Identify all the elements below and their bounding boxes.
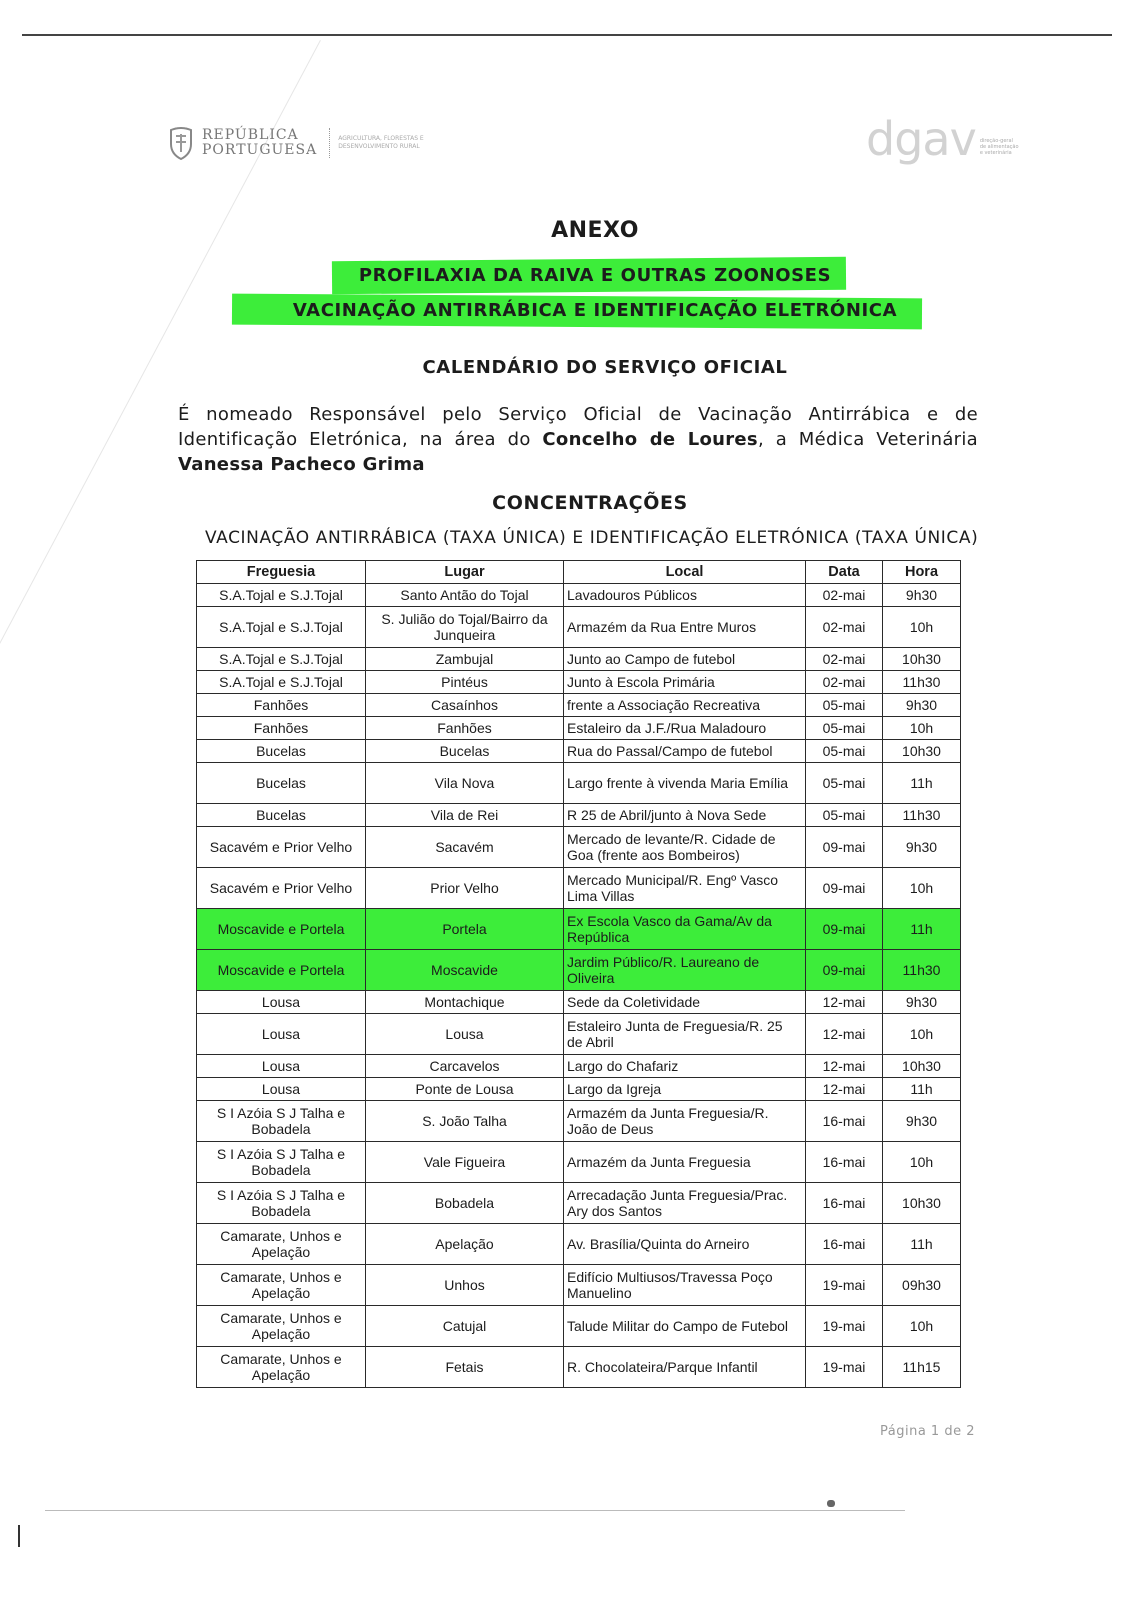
cell-lugar: Unhos <box>366 1265 564 1306</box>
cell-hora: 11h <box>883 1224 961 1265</box>
cell-hora: 11h <box>883 909 961 950</box>
table-row <box>197 1224 961 1265</box>
cell-local: Estaleiro da J.F./Rua Maladouro <box>564 717 806 740</box>
cell-data: 16-mai <box>806 1101 883 1142</box>
schedule-table <box>196 560 961 1388</box>
table-row <box>197 1347 961 1388</box>
cell-freguesia: Bucelas <box>197 763 366 804</box>
header-data: Data <box>806 561 883 584</box>
cell-hora: 11h30 <box>883 804 961 827</box>
cell-data: 09-mai <box>806 950 883 991</box>
cell-hora: 10h <box>883 868 961 909</box>
cell-data: 05-mai <box>806 740 883 763</box>
table-row <box>197 763 961 804</box>
cell-freguesia: Moscavide e Portela <box>197 909 366 950</box>
cell-data: 12-mai <box>806 1055 883 1078</box>
cell-freguesia: Camarate, Unhos e Apelação <box>197 1306 366 1347</box>
cell-data: 19-mai <box>806 1347 883 1388</box>
cell-lugar: Vila Nova <box>366 763 564 804</box>
cell-lugar: Apelação <box>366 1224 564 1265</box>
header-local: Local <box>564 561 806 584</box>
cell-lugar: Fanhões <box>366 717 564 740</box>
gov-logo-separator <box>329 128 330 158</box>
cell-hora: 10h <box>883 607 961 648</box>
cell-freguesia: S I Azóia S J Talha e Bobadela <box>197 1101 366 1142</box>
cell-data: 02-mai <box>806 671 883 694</box>
veterinarian-name: Vanessa Pacheco Grima <box>178 454 425 475</box>
cell-hora: 10h <box>883 717 961 740</box>
cell-data: 05-mai <box>806 763 883 804</box>
cell-data: 02-mai <box>806 584 883 607</box>
table-row <box>197 950 961 991</box>
subtitle-vacinacao: VACINAÇÃO ANTIRRÁBICA E IDENTIFICAÇÃO ELETRÓNICA <box>292 300 898 321</box>
gov-logo-line2: PORTUGUESA <box>202 142 318 158</box>
cell-data: 05-mai <box>806 804 883 827</box>
cell-hora: 9h30 <box>883 694 961 717</box>
cell-freguesia: Lousa <box>197 1014 366 1055</box>
cell-local: Jardim Público/R. Laureano de Oliveira <box>564 950 806 991</box>
appointment-paragraph <box>178 402 978 477</box>
cell-lugar: S. João Talha <box>366 1101 564 1142</box>
cell-data: 09-mai <box>806 868 883 909</box>
cell-local: Largo da Igreja <box>564 1078 806 1101</box>
cell-data: 16-mai <box>806 1224 883 1265</box>
table-row <box>197 1055 961 1078</box>
cell-data: 05-mai <box>806 717 883 740</box>
cell-freguesia: Camarate, Unhos e Apelação <box>197 1224 366 1265</box>
cell-lugar: Prior Velho <box>366 868 564 909</box>
cell-freguesia: Fanhões <box>197 717 366 740</box>
cell-freguesia: S I Azóia S J Talha e Bobadela <box>197 1142 366 1183</box>
scan-spot <box>827 1500 835 1507</box>
header-hora: Hora <box>883 561 961 584</box>
cell-local: frente a Associação Recreativa <box>564 694 806 717</box>
table-row <box>197 1265 961 1306</box>
cell-freguesia: Sacavém e Prior Velho <box>197 868 366 909</box>
cell-hora: 11h <box>883 763 961 804</box>
cell-lugar: Santo Antão do Tojal <box>366 584 564 607</box>
cell-data: 12-mai <box>806 991 883 1014</box>
cell-local: Talude Militar do Campo de Futebol <box>564 1306 806 1347</box>
cell-hora: 9h30 <box>883 584 961 607</box>
cell-local: Estaleiro Junta de Freguesia/R. 25 de Abril <box>564 1014 806 1055</box>
cell-freguesia: Sacavém e Prior Velho <box>197 827 366 868</box>
cell-lugar: Pintéus <box>366 671 564 694</box>
cell-freguesia: S.A.Tojal e S.J.Tojal <box>197 648 366 671</box>
cell-lugar: S. Julião do Tojal/Bairro da Junqueira <box>366 607 564 648</box>
table-row <box>197 1306 961 1347</box>
table-row <box>197 584 961 607</box>
cell-freguesia: S.A.Tojal e S.J.Tojal <box>197 607 366 648</box>
cell-lugar: Portela <box>366 909 564 950</box>
table-header-row <box>197 561 961 584</box>
cell-hora: 11h15 <box>883 1347 961 1388</box>
calendar-title: CALENDÁRIO DO SERVIÇO OFICIAL <box>422 357 788 378</box>
cell-local: Edifício Multiusos/Travessa Poço Manuelino <box>564 1265 806 1306</box>
table-row <box>197 740 961 763</box>
cell-hora: 10h30 <box>883 740 961 763</box>
gov-logo-line1: REPÚBLICA <box>202 127 299 143</box>
section-title: CONCENTRAÇÕES <box>492 492 688 514</box>
table-row <box>197 671 961 694</box>
table-title: VACINAÇÃO ANTIRRÁBICA (TAXA ÚNICA) E IDENTIFICAÇÃO ELETRÓNICA (TAXA ÚNICA) <box>205 528 979 548</box>
cell-freguesia: Lousa <box>197 1055 366 1078</box>
cell-freguesia: S I Azóia S J Talha e Bobadela <box>197 1183 366 1224</box>
top-rule <box>22 34 1112 36</box>
cell-freguesia: Lousa <box>197 1078 366 1101</box>
cell-local: R 25 de Abril/junto à Nova Sede <box>564 804 806 827</box>
cell-local: Junto ao Campo de futebol <box>564 648 806 671</box>
cell-local: Armazém da Junta Freguesia <box>564 1142 806 1183</box>
cell-data: 02-mai <box>806 607 883 648</box>
cell-hora: 11h30 <box>883 950 961 991</box>
cell-local: Mercado Municipal/R. Engº Vasco Lima Villas <box>564 868 806 909</box>
document-title: ANEXO <box>551 218 639 243</box>
table-row <box>197 648 961 671</box>
cell-lugar: Fetais <box>366 1347 564 1388</box>
cell-hora: 10h30 <box>883 648 961 671</box>
table-row <box>197 1014 961 1055</box>
cell-lugar: Catujal <box>366 1306 564 1347</box>
cell-data: 05-mai <box>806 694 883 717</box>
cell-local: Rua do Passal/Campo de futebol <box>564 740 806 763</box>
cell-lugar: Carcavelos <box>366 1055 564 1078</box>
table-row <box>197 804 961 827</box>
table-row <box>197 868 961 909</box>
coat-of-arms-icon <box>168 126 194 160</box>
cell-lugar: Moscavide <box>366 950 564 991</box>
cell-hora: 09h30 <box>883 1265 961 1306</box>
cell-freguesia: Bucelas <box>197 804 366 827</box>
cell-local: Ex Escola Vasco da Gama/Av da República <box>564 909 806 950</box>
cell-data: 09-mai <box>806 909 883 950</box>
cell-local: Av. Brasília/Quinta do Arneiro <box>564 1224 806 1265</box>
cell-hora: 9h30 <box>883 827 961 868</box>
cell-lugar: Bobadela <box>366 1183 564 1224</box>
cell-local: Largo do Chafariz <box>564 1055 806 1078</box>
dgav-wordmark: dgav <box>866 112 976 166</box>
cell-freguesia: Fanhões <box>197 694 366 717</box>
table-row <box>197 694 961 717</box>
cell-lugar: Casaínhos <box>366 694 564 717</box>
cell-hora: 10h <box>883 1142 961 1183</box>
gov-logo <box>168 126 458 160</box>
cell-hora: 9h30 <box>883 991 961 1014</box>
cell-hora: 10h30 <box>883 1183 961 1224</box>
cell-lugar: Lousa <box>366 1014 564 1055</box>
cell-lugar: Vale Figueira <box>366 1142 564 1183</box>
cell-local: Armazém da Junta Freguesia/R. João de Deus <box>564 1101 806 1142</box>
cell-freguesia: S.A.Tojal e S.J.Tojal <box>197 671 366 694</box>
cell-local: Junto à Escola Primária <box>564 671 806 694</box>
cell-data: 19-mai <box>806 1306 883 1347</box>
table-row <box>197 1183 961 1224</box>
concelho-name: Concelho de Loures <box>542 429 758 450</box>
table-row <box>197 909 961 950</box>
cell-hora: 9h30 <box>883 1101 961 1142</box>
dgav-subtext: direção-geral de alimentação e veterinária <box>979 138 1019 156</box>
paragraph-text-1: É nomeado Responsável pelo Serviço Oficial de Vacinação Antirrábica e de Identificação Eletrónica, na área do <box>178 404 978 450</box>
cell-freguesia: Camarate, Unhos e Apelação <box>197 1347 366 1388</box>
margin-mark <box>18 1525 20 1547</box>
gov-logo-text <box>202 128 317 158</box>
cell-hora: 11h30 <box>883 671 961 694</box>
cell-freguesia: Lousa <box>197 991 366 1014</box>
cell-freguesia: Camarate, Unhos e Apelação <box>197 1265 366 1306</box>
cell-data: 09-mai <box>806 827 883 868</box>
cell-data: 16-mai <box>806 1142 883 1183</box>
cell-local: Mercado de levante/R. Cidade de Goa (frente aos Bombeiros) <box>564 827 806 868</box>
cell-lugar: Vila de Rei <box>366 804 564 827</box>
bottom-rule <box>45 1510 905 1511</box>
cell-freguesia: Moscavide e Portela <box>197 950 366 991</box>
table-row <box>197 827 961 868</box>
cell-lugar: Zambujal <box>366 648 564 671</box>
cell-data: 12-mai <box>806 1078 883 1101</box>
cell-local: Largo frente à vivenda Maria Emília <box>564 763 806 804</box>
cell-data: 16-mai <box>806 1183 883 1224</box>
cell-local: Sede da Coletividade <box>564 991 806 1014</box>
table-row <box>197 1078 961 1101</box>
table-body <box>197 584 961 1388</box>
cell-freguesia: Bucelas <box>197 740 366 763</box>
cell-lugar: Sacavém <box>366 827 564 868</box>
cell-freguesia: S.A.Tojal e S.J.Tojal <box>197 584 366 607</box>
table-row <box>197 717 961 740</box>
cell-hora: 10h <box>883 1306 961 1347</box>
table-row <box>197 607 961 648</box>
cell-hora: 11h <box>883 1078 961 1101</box>
cell-hora: 10h <box>883 1014 961 1055</box>
cell-data: 02-mai <box>806 648 883 671</box>
cell-lugar: Ponte de Lousa <box>366 1078 564 1101</box>
cell-local: Armazém da Rua Entre Muros <box>564 607 806 648</box>
header-freguesia: Freguesia <box>197 561 366 584</box>
cell-lugar: Bucelas <box>366 740 564 763</box>
cell-local: Arrecadação Junta Freguesia/Prac. Ary dos Santos <box>564 1183 806 1224</box>
cell-data: 19-mai <box>806 1265 883 1306</box>
table-row <box>197 1101 961 1142</box>
cell-local: R. Chocolateira/Parque Infantil <box>564 1347 806 1388</box>
header-lugar: Lugar <box>366 561 564 584</box>
page-number: Página 1 de 2 <box>880 1424 975 1439</box>
cell-lugar: Montachique <box>366 991 564 1014</box>
dgav-logo <box>866 112 1020 166</box>
gov-logo-subtext: AGRICULTURA, FLORESTAS E DESENVOLVIMENTO RURAL <box>338 135 424 150</box>
cell-hora: 10h30 <box>883 1055 961 1078</box>
table-row <box>197 991 961 1014</box>
table-row <box>197 1142 961 1183</box>
cell-data: 12-mai <box>806 1014 883 1055</box>
paragraph-text-2: , a Médica Veterinária <box>757 429 978 450</box>
cell-local: Lavadouros Públicos <box>564 584 806 607</box>
subtitle-profilaxia: PROFILAXIA DA RAIVA E OUTRAS ZOONOSES <box>358 265 832 286</box>
